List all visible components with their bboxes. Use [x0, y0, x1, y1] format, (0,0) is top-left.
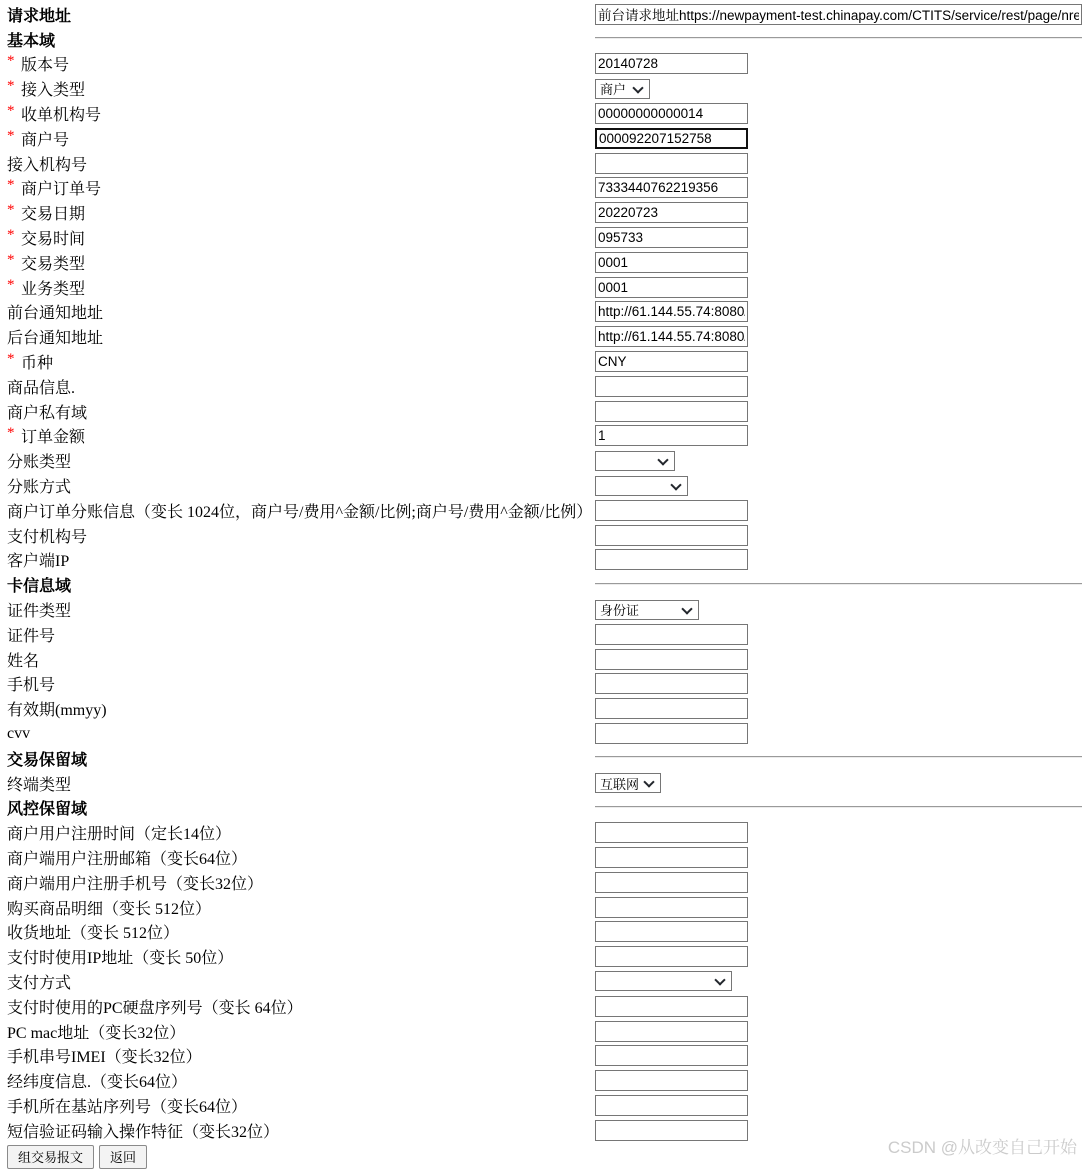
field-label-cell [7, 251, 595, 274]
form-row [7, 324, 1083, 349]
user-reg-email-input[interactable] [595, 847, 748, 868]
form-row [7, 1093, 1083, 1118]
field-label-cell [7, 1020, 595, 1043]
form-rows [7, 2, 1083, 1143]
field-label-cell [7, 102, 595, 125]
pc-mac-input[interactable] [595, 1021, 748, 1042]
field-label-cell [7, 176, 595, 199]
field-label: 短信验证码输入操作特征（变长32位） [7, 1123, 280, 1141]
buttons-row [7, 1145, 1083, 1169]
form-row [7, 895, 1083, 920]
chevron-down-icon [657, 454, 668, 465]
expiry-input[interactable] [595, 698, 748, 719]
field-control-cell [595, 300, 1083, 325]
field-label-cell [7, 896, 595, 919]
field-control-cell [595, 275, 1083, 300]
chevron-down-icon [643, 776, 654, 787]
field-control-cell [595, 771, 1083, 796]
pay-method-select[interactable] [595, 971, 732, 991]
field-label: 交易日期 [21, 206, 86, 224]
field-label-cell [7, 772, 595, 795]
request-url-input[interactable] [595, 4, 1082, 25]
select-value: 互联网 [600, 776, 640, 792]
base-station-input[interactable] [595, 1095, 748, 1116]
field-label-cell [7, 300, 595, 323]
field-label: 后台通知地址 [7, 330, 104, 348]
split-method-select[interactable] [595, 476, 688, 496]
field-label-cell [7, 1094, 595, 1117]
field-label-cell [7, 325, 595, 348]
select-value: 商户 [600, 82, 627, 98]
field-control-cell [595, 473, 1083, 498]
cert-type-select[interactable] [595, 600, 699, 620]
field-label: 支付时使用IP地址（变长 50位） [7, 950, 234, 968]
field-control-cell [595, 498, 1083, 523]
back-notify-url-input[interactable] [595, 326, 748, 347]
field-label-cell [7, 350, 595, 373]
field-label-cell [7, 945, 595, 968]
goods-detail-input[interactable] [595, 897, 748, 918]
currency-input[interactable] [595, 351, 748, 372]
field-label-cell [7, 77, 595, 100]
form-row [7, 572, 1083, 597]
access-org-input[interactable] [595, 153, 748, 174]
form-row [7, 151, 1083, 176]
field-label: 币种 [21, 355, 54, 373]
trans-time-input[interactable] [595, 227, 748, 248]
chevron-down-icon [632, 82, 643, 93]
client-ip-input[interactable] [595, 549, 748, 570]
merchant-private-input[interactable] [595, 401, 748, 422]
required-asterisk: * [7, 78, 15, 95]
required-asterisk: * [7, 177, 15, 194]
name-input[interactable] [595, 649, 748, 670]
form-row [7, 771, 1083, 796]
field-control-cell [595, 176, 1083, 201]
acquirer-code-input[interactable] [595, 103, 748, 124]
field-label-cell [7, 598, 595, 621]
field-label-cell [7, 424, 595, 447]
field-control-cell [595, 895, 1083, 920]
field-label-cell [7, 524, 595, 547]
select-value: 身份证 [600, 603, 640, 619]
form-row [7, 200, 1083, 225]
split-type-select[interactable] [595, 451, 675, 471]
field-control-cell [595, 225, 1083, 250]
field-control-cell [595, 746, 1083, 771]
form-row [7, 845, 1083, 870]
build-message-button[interactable]: 组交易报文 [7, 1145, 94, 1169]
field-control-cell [595, 796, 1083, 821]
field-control-cell [595, 448, 1083, 473]
cvv-input[interactable] [595, 723, 748, 744]
field-label: 商户用户注册时间（定长14位） [7, 826, 232, 844]
form-row [7, 473, 1083, 498]
section-heading: 基本域 [7, 32, 56, 50]
form-row [7, 1043, 1083, 1068]
chevron-down-icon [681, 603, 692, 614]
access-type-select[interactable] [595, 79, 650, 99]
field-label: 支付机构号 [7, 528, 88, 546]
form-row [7, 101, 1083, 126]
field-label: 客户端IP [7, 553, 70, 571]
field-label-cell [7, 474, 595, 497]
form-row [7, 548, 1083, 573]
field-label: 支付时使用的PC硬盘序列号（变长 64位） [7, 999, 303, 1017]
field-label: 购买商品明细（变长 512位） [7, 900, 212, 918]
field-label-cell [7, 449, 595, 472]
field-control-cell [595, 721, 1083, 746]
section-divider [595, 756, 1082, 758]
field-label-cell [7, 548, 595, 571]
field-control-cell [595, 27, 1083, 52]
field-control-cell [595, 349, 1083, 374]
form-row [7, 424, 1083, 449]
cert-no-input[interactable] [595, 624, 748, 645]
required-asterisk: * [7, 127, 15, 144]
latlng-input[interactable] [595, 1070, 748, 1091]
delivery-address-input[interactable] [595, 921, 748, 942]
field-control-cell [595, 1118, 1083, 1143]
field-label: 商户私有域 [7, 404, 88, 422]
field-label: 有效期(mmyy) [7, 702, 107, 720]
form-row [7, 969, 1083, 994]
field-label: 证件号 [7, 627, 56, 645]
form-row [7, 52, 1083, 77]
field-label-cell [7, 796, 595, 819]
field-label-cell [7, 648, 595, 671]
form-row [7, 994, 1083, 1019]
merchant-order-no-input[interactable] [595, 177, 748, 198]
csdn-watermark: CSDN @从改变自己开始 [887, 1138, 1077, 1157]
field-control-cell [595, 572, 1083, 597]
field-label: 经纬度信息.（变长64位） [7, 1074, 188, 1092]
user-reg-mobile-input[interactable] [595, 872, 748, 893]
field-label: 商户端用户注册手机号（变长32位） [7, 875, 264, 893]
field-label: 商户号 [21, 131, 70, 149]
field-label: PC mac地址（变长32位） [7, 1024, 186, 1042]
required-asterisk: * [7, 276, 15, 293]
field-label-cell [7, 127, 595, 150]
field-label: 手机号 [7, 677, 56, 695]
form-row [7, 225, 1083, 250]
biz-type-input[interactable] [595, 277, 748, 298]
field-label: 分账方式 [7, 479, 72, 497]
field-label-cell [7, 573, 595, 596]
form-row [7, 746, 1083, 771]
field-control-cell [595, 696, 1083, 721]
form-row [7, 796, 1083, 821]
form-row [7, 275, 1083, 300]
field-control-cell [595, 324, 1083, 349]
field-label: 交易时间 [21, 231, 86, 249]
required-asterisk: * [7, 351, 15, 368]
split-info-input[interactable] [595, 500, 748, 521]
field-label: 证件类型 [7, 603, 72, 621]
field-label-cell [7, 920, 595, 943]
field-label: 收货地址（变长 512位） [7, 925, 180, 943]
section-divider [595, 806, 1082, 808]
field-label: 手机串号IMEI（变长32位） [7, 1049, 202, 1067]
form-row [7, 1019, 1083, 1044]
field-label: 商品信息. [7, 379, 76, 397]
field-control-cell [595, 374, 1083, 399]
required-asterisk: * [7, 227, 15, 244]
field-label-cell [7, 1044, 595, 1067]
field-control-cell [595, 250, 1083, 275]
field-label-cell [7, 821, 595, 844]
field-control-cell [595, 2, 1083, 27]
field-label: 前台通知地址 [7, 305, 104, 323]
section-divider [595, 583, 1082, 585]
section-heading: 请求地址 [7, 7, 72, 25]
field-label-cell [7, 3, 595, 26]
field-label: 手机所在基站序列号（变长64位） [7, 1098, 248, 1116]
required-asterisk: * [7, 53, 15, 70]
field-control-cell [595, 845, 1083, 870]
field-control-cell [595, 820, 1083, 845]
field-label: 商户订单分账信息（变长 1024位，商户号/费用^金额/比例;商户号/费用^金额/比例） [7, 503, 593, 521]
required-asterisk: * [7, 425, 15, 442]
user-reg-time-input[interactable] [595, 822, 748, 843]
terminal-type-select[interactable] [595, 773, 661, 793]
form-row [7, 2, 1083, 27]
field-label-cell [7, 623, 595, 646]
field-control-cell [595, 1068, 1083, 1093]
field-label: 终端类型 [7, 776, 72, 794]
form-row [7, 448, 1083, 473]
field-control-cell [595, 76, 1083, 101]
form-row [7, 176, 1083, 201]
form-row [7, 399, 1083, 424]
form-row [7, 498, 1083, 523]
required-asterisk: * [7, 251, 15, 268]
field-label-cell [7, 725, 595, 743]
field-control-cell [595, 101, 1083, 126]
form-row [7, 126, 1083, 151]
field-label: 接入机构号 [7, 156, 88, 174]
goods-info-input[interactable] [595, 376, 748, 397]
field-control-cell [595, 870, 1083, 895]
field-control-cell [595, 994, 1083, 1019]
field-control-cell [595, 200, 1083, 225]
form-row [7, 820, 1083, 845]
form-row [7, 300, 1083, 325]
trans-type-input[interactable] [595, 252, 748, 273]
form-row [7, 349, 1083, 374]
form-row [7, 1118, 1083, 1143]
field-control-cell [595, 1019, 1083, 1044]
field-label: 商户端用户注册邮箱（变长64位） [7, 850, 248, 868]
field-control-cell [595, 597, 1083, 622]
field-label-cell [7, 995, 595, 1018]
chevron-down-icon [670, 479, 681, 490]
form-row [7, 76, 1083, 101]
form-row [7, 523, 1083, 548]
field-control-cell [595, 1043, 1083, 1068]
field-label-cell [7, 400, 595, 423]
field-label-cell [7, 52, 595, 75]
field-label: 业务类型 [21, 280, 86, 298]
form-row [7, 1068, 1083, 1093]
form-row [7, 374, 1083, 399]
required-asterisk: * [7, 202, 15, 219]
field-label-cell [7, 697, 595, 720]
pay-ip-input[interactable] [595, 946, 748, 967]
field-control-cell [595, 622, 1083, 647]
field-label: 版本号 [21, 57, 70, 75]
field-label: 商户订单号 [21, 181, 102, 199]
field-label-cell [7, 499, 595, 522]
form-row [7, 696, 1083, 721]
imei-input[interactable] [595, 1045, 748, 1066]
field-control-cell [595, 919, 1083, 944]
form-row [7, 27, 1083, 52]
field-label: cvv [7, 724, 31, 742]
section-divider [595, 37, 1082, 39]
back-button[interactable]: 返回 [99, 1145, 147, 1169]
form-row [7, 919, 1083, 944]
form-row [7, 672, 1083, 697]
field-control-cell [595, 151, 1083, 176]
form-row [7, 870, 1083, 895]
field-label: 收单机构号 [21, 107, 102, 125]
field-control-cell [595, 399, 1083, 424]
field-label-cell [7, 1069, 595, 1092]
form-row [7, 597, 1083, 622]
field-label: 接入类型 [21, 82, 86, 100]
field-label-cell [7, 871, 595, 894]
field-label-cell [7, 375, 595, 398]
field-control-cell [595, 548, 1083, 573]
section-heading: 风控保留域 [7, 801, 88, 819]
field-label: 支付方式 [7, 974, 72, 992]
field-label-cell [7, 970, 595, 993]
field-label: 分账类型 [7, 454, 72, 472]
field-label-cell [7, 846, 595, 869]
field-control-cell [595, 523, 1083, 548]
field-control-cell [595, 52, 1083, 77]
form-row [7, 721, 1083, 746]
field-label: 订单金额 [21, 429, 86, 447]
merchant-id-input[interactable] [595, 128, 748, 149]
field-control-cell [595, 1093, 1083, 1118]
form-row [7, 250, 1083, 275]
field-control-cell [595, 126, 1083, 151]
pc-disk-serial-input[interactable] [595, 996, 748, 1017]
field-label: 姓名 [7, 652, 40, 670]
field-label-cell [7, 28, 595, 51]
field-label-cell [7, 747, 595, 770]
form-row [7, 647, 1083, 672]
section-heading: 交易保留域 [7, 751, 88, 769]
field-label: 交易类型 [21, 255, 86, 273]
section-heading: 卡信息域 [7, 578, 72, 596]
mobile-input[interactable] [595, 673, 748, 694]
order-amount-input[interactable] [595, 425, 748, 446]
field-label-cell [7, 201, 595, 224]
field-label-cell [7, 276, 595, 299]
field-control-cell [595, 647, 1083, 672]
field-control-cell [595, 944, 1083, 969]
pay-org-input[interactable] [595, 525, 748, 546]
field-control-cell [595, 969, 1083, 994]
field-control-cell [595, 424, 1083, 449]
field-label-cell [7, 672, 595, 695]
field-label-cell [7, 226, 595, 249]
sms-input-feature-input[interactable] [595, 1120, 748, 1141]
trans-date-input[interactable] [595, 202, 748, 223]
field-label-cell [7, 1119, 595, 1142]
field-label-cell [7, 152, 595, 175]
form-row [7, 944, 1083, 969]
front-notify-url-input[interactable] [595, 301, 748, 322]
chevron-down-icon [714, 975, 725, 986]
required-asterisk: * [7, 103, 15, 120]
form-row [7, 622, 1083, 647]
version-input[interactable] [595, 53, 748, 74]
field-control-cell [595, 672, 1083, 697]
